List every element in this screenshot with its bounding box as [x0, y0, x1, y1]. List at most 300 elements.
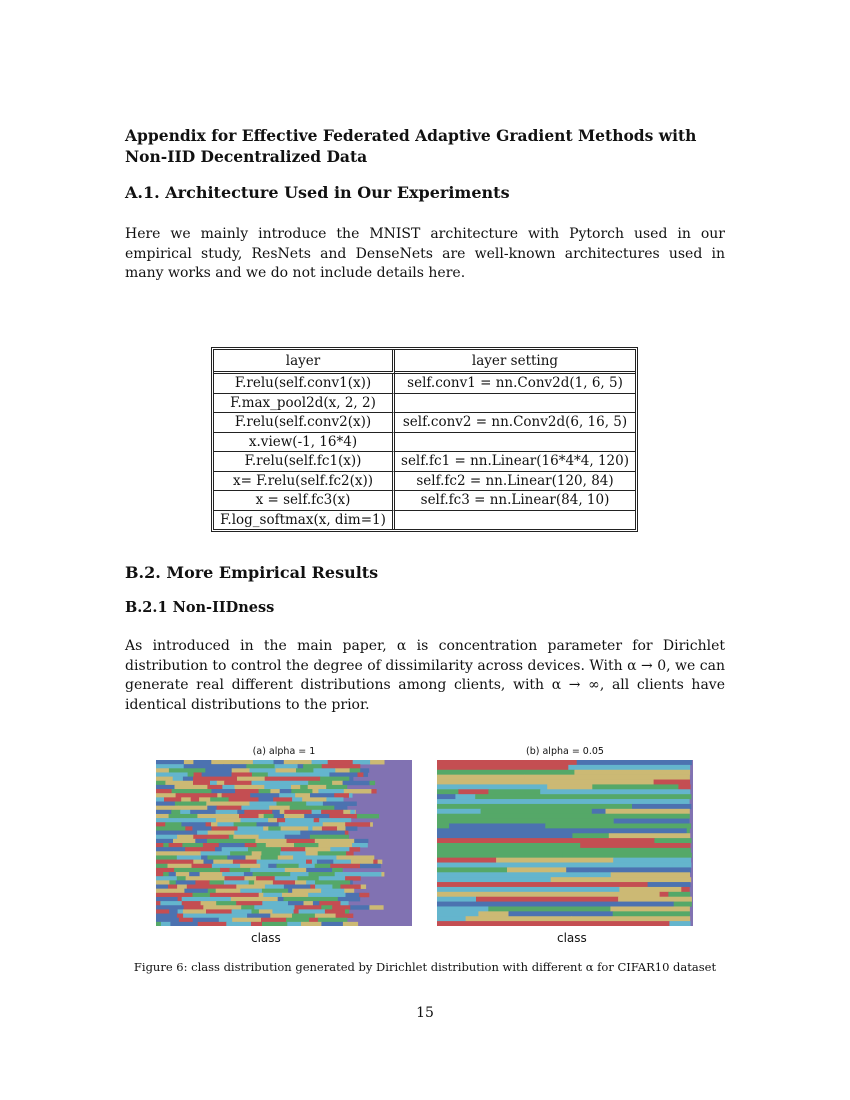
class-segment — [317, 860, 334, 864]
class-segment — [294, 909, 300, 913]
class-segment — [332, 905, 351, 909]
class-segment — [222, 785, 235, 789]
class-segment — [203, 843, 219, 847]
class-segment — [259, 893, 264, 897]
table-cell-setting: self.fc1 = nn.Linear(16*4*4, 120) — [395, 451, 635, 471]
class-segment — [455, 794, 475, 799]
class-segment — [437, 765, 569, 770]
class-segment — [437, 916, 466, 921]
class-segment — [295, 905, 322, 909]
class-segment — [156, 835, 178, 839]
class-segment — [260, 864, 269, 868]
class-segment — [350, 810, 355, 814]
class-segment — [262, 868, 285, 872]
class-segment — [156, 793, 176, 797]
class-segment — [236, 885, 243, 889]
class-segment — [279, 793, 295, 797]
class-segment — [320, 777, 350, 781]
class-segment — [370, 822, 373, 826]
class-segment — [176, 793, 204, 797]
class-segment — [156, 897, 178, 901]
class-segment — [320, 855, 337, 859]
class-segment — [220, 868, 230, 872]
class-segment — [328, 839, 355, 843]
class-segment — [175, 802, 190, 806]
class-segment — [681, 887, 689, 892]
class-segment — [305, 839, 315, 843]
class-segment — [197, 768, 206, 772]
class-segment — [437, 799, 690, 804]
class-segment — [280, 810, 285, 814]
class-segment — [246, 855, 262, 859]
class-segment — [437, 911, 479, 916]
class-segment — [268, 826, 281, 830]
class-segment — [176, 880, 183, 884]
section-b2-heading: B.2. More Empirical Results — [125, 563, 379, 582]
class-segment — [198, 922, 227, 926]
class-segment — [156, 905, 184, 909]
class-segment — [189, 822, 206, 826]
class-segment — [538, 814, 690, 819]
class-segment — [566, 867, 691, 872]
class-segment — [319, 901, 341, 905]
class-segment — [349, 847, 360, 851]
class-segment — [257, 822, 280, 826]
class-segment — [190, 810, 216, 814]
class-segment — [437, 823, 450, 828]
class-segment — [193, 789, 212, 793]
class-segment — [507, 867, 567, 872]
class-segment — [296, 768, 314, 772]
class-segment — [321, 922, 343, 926]
document-title: Appendix for Effective Federated Adaptive Gradient Methods with Non-IID Decentralized Data — [125, 126, 697, 166]
class-segment — [437, 828, 475, 833]
figure-caption: Figure 6: class distribution generated by Dirichlet distribution with different α for CIFAR10 dataset — [133, 960, 717, 974]
class-segment — [326, 797, 342, 801]
class-segment — [282, 893, 309, 897]
class-segment — [169, 843, 183, 847]
class-segment — [216, 810, 238, 814]
class-segment — [277, 864, 300, 868]
class-segment — [437, 770, 575, 775]
class-segment — [258, 793, 280, 797]
class-segment — [345, 822, 370, 826]
class-segment — [156, 768, 169, 772]
class-segment — [562, 853, 692, 858]
section-a1-heading: A.1. Architecture Used in Our Experiments — [125, 183, 510, 202]
class-segment — [156, 876, 177, 880]
class-segment — [156, 760, 184, 764]
class-segment — [170, 922, 177, 926]
class-segment — [232, 768, 250, 772]
class-segment — [167, 860, 193, 864]
class-segment — [437, 784, 548, 789]
class-segment — [437, 838, 655, 843]
class-segment — [252, 772, 268, 776]
class-segment — [318, 918, 328, 922]
class-segment — [363, 772, 368, 776]
table-cell-setting — [395, 432, 635, 452]
class-segment — [293, 855, 321, 859]
class-segment — [277, 818, 286, 822]
class-segment — [437, 877, 551, 882]
class-segment — [207, 785, 223, 789]
class-segment — [174, 893, 193, 897]
table-header-layer: layer — [214, 350, 395, 374]
class-segment — [274, 760, 285, 764]
class-segment — [252, 851, 262, 855]
class-segment — [299, 864, 316, 868]
class-segment — [201, 901, 217, 905]
class-segment — [222, 847, 249, 851]
class-segment — [193, 860, 204, 864]
class-segment — [318, 789, 344, 793]
class-segment — [361, 885, 366, 889]
class-segment — [508, 863, 673, 868]
class-segment — [312, 810, 322, 814]
class-segment — [437, 882, 648, 887]
class-segment — [355, 810, 356, 814]
class-segment — [306, 868, 332, 872]
class-segment — [466, 916, 572, 921]
class-segment — [231, 897, 260, 901]
class-segment — [177, 835, 194, 839]
class-segment — [262, 889, 289, 893]
class-segment — [250, 793, 258, 797]
class-segment — [156, 843, 164, 847]
class-segment — [185, 826, 193, 830]
class-segment — [156, 855, 172, 859]
class-segment — [606, 809, 690, 814]
class-segment — [346, 851, 354, 855]
class-segment — [229, 835, 234, 839]
class-segment — [238, 826, 264, 830]
class-segment — [169, 872, 177, 876]
class-segment — [189, 872, 200, 876]
class-segment — [256, 876, 275, 880]
class-segment — [654, 838, 691, 843]
class-segment — [437, 775, 525, 780]
class-segment — [275, 876, 294, 880]
class-segment — [250, 868, 258, 872]
class-segment — [259, 789, 271, 793]
class-segment — [351, 860, 374, 864]
class-segment — [253, 760, 274, 764]
class-segment — [284, 760, 307, 764]
class-segment — [227, 855, 240, 859]
class-segment — [232, 826, 238, 830]
class-segment — [180, 810, 191, 814]
class-segment — [437, 892, 660, 897]
class-segment — [246, 764, 275, 768]
class-segment — [321, 810, 344, 814]
class-segment — [315, 864, 331, 868]
class-segment — [230, 851, 252, 855]
panel-a-label: (a) alpha = 1 — [252, 746, 316, 757]
class-segment — [275, 843, 295, 847]
table-row — [214, 412, 635, 432]
class-segment — [313, 826, 323, 830]
class-segment — [253, 872, 272, 876]
class-segment — [163, 872, 169, 876]
class-segment — [229, 802, 250, 806]
class-segment — [233, 835, 259, 839]
class-segment — [481, 809, 593, 814]
class-segment — [156, 868, 175, 872]
class-segment — [309, 918, 318, 922]
class-segment — [437, 833, 573, 838]
class-segment — [336, 855, 366, 859]
table-cell-layer: F.relu(self.fc1(x)) — [214, 451, 395, 471]
class-segment — [654, 780, 691, 785]
class-segment — [317, 897, 338, 901]
class-segment — [281, 847, 306, 851]
class-segment — [219, 835, 230, 839]
class-segment — [354, 839, 368, 843]
class-segment — [619, 887, 681, 892]
class-segment — [165, 822, 182, 826]
class-segment — [258, 868, 263, 872]
class-segment — [322, 831, 345, 835]
class-segment — [660, 892, 669, 897]
class-segment — [305, 847, 331, 851]
class-segment — [672, 863, 691, 868]
class-segment — [292, 914, 315, 918]
class-segment — [254, 905, 269, 909]
class-segment — [287, 839, 306, 843]
class-segment — [181, 822, 189, 826]
class-segment — [181, 772, 188, 776]
class-segment — [187, 885, 209, 889]
class-segment — [237, 777, 265, 781]
class-segment — [220, 777, 237, 781]
class-segment — [318, 843, 345, 847]
class-segment — [251, 831, 277, 835]
class-segment — [274, 814, 285, 818]
class-segment — [234, 831, 252, 835]
class-segment — [156, 901, 161, 905]
class-segment — [309, 872, 336, 876]
class-segment — [156, 818, 178, 822]
class-segment — [207, 855, 228, 859]
class-segment — [156, 918, 179, 922]
class-segment — [217, 793, 222, 797]
class-segment — [342, 797, 344, 801]
class-segment — [668, 892, 690, 897]
class-segment — [171, 781, 194, 785]
class-segment — [437, 853, 563, 858]
class-segment — [208, 831, 235, 835]
class-segment — [201, 818, 217, 822]
class-segment — [259, 797, 274, 801]
class-segment — [345, 831, 349, 835]
class-segment — [199, 797, 211, 801]
class-segment — [204, 897, 232, 901]
class-segment — [178, 897, 183, 901]
class-segment — [217, 822, 234, 826]
class-segment — [210, 781, 217, 785]
class-segment — [352, 802, 357, 806]
class-segment — [334, 806, 347, 810]
class-segment — [156, 777, 173, 781]
class-segment — [186, 876, 202, 880]
class-segment — [156, 797, 165, 801]
class-segment — [193, 918, 220, 922]
class-segment — [310, 885, 315, 889]
class-segment — [156, 781, 166, 785]
class-segment — [343, 835, 349, 839]
class-segment — [674, 902, 692, 907]
class-segment — [204, 860, 214, 864]
class-segment — [156, 814, 169, 818]
class-segment — [306, 760, 312, 764]
class-segment — [568, 765, 690, 770]
class-segment — [201, 851, 231, 855]
class-segment — [648, 882, 691, 887]
section-b21-heading: B.2.1 Non-IIDness — [125, 599, 275, 616]
class-segment — [268, 818, 277, 822]
class-segment — [247, 914, 271, 918]
class-segment — [244, 876, 256, 880]
class-segment — [678, 784, 690, 789]
class-segment — [156, 914, 177, 918]
class-segment — [295, 793, 311, 797]
class-segment — [304, 814, 330, 818]
class-segment — [381, 872, 384, 876]
class-segment — [632, 804, 691, 809]
class-segment — [332, 781, 343, 785]
figure-panel-b — [437, 746, 693, 945]
class-segment — [329, 772, 353, 776]
class-segment — [177, 922, 198, 926]
class-segment — [313, 768, 335, 772]
class-segment — [217, 806, 242, 810]
class-segment — [337, 826, 346, 830]
class-segment — [212, 826, 233, 830]
class-segment — [261, 851, 280, 855]
class-segment — [183, 909, 207, 913]
class-segment — [183, 914, 199, 918]
class-segment — [185, 847, 215, 851]
class-segment — [332, 885, 341, 889]
class-segment — [236, 901, 263, 905]
class-segment — [193, 760, 211, 764]
class-segment — [235, 785, 265, 789]
class-segment — [210, 880, 225, 884]
class-segment — [255, 918, 262, 922]
class-segment — [225, 876, 245, 880]
class-segment — [315, 880, 343, 884]
class-segment — [478, 911, 509, 916]
class-segment — [208, 885, 237, 889]
class-segment — [269, 905, 295, 909]
class-segment — [335, 768, 350, 772]
class-segment — [323, 802, 353, 806]
class-segment — [216, 818, 241, 822]
class-segment — [350, 768, 361, 772]
class-segment — [243, 885, 265, 889]
class-segment — [252, 909, 260, 913]
class-segment — [235, 760, 254, 764]
class-segment — [249, 880, 255, 884]
class-segment — [312, 760, 329, 764]
class-segment — [609, 833, 691, 838]
class-segment — [201, 855, 208, 859]
class-segment — [232, 909, 252, 913]
class-segment — [174, 868, 191, 872]
class-segment — [193, 835, 219, 839]
class-segment — [161, 922, 171, 926]
class-segment — [496, 858, 614, 863]
class-segment — [360, 864, 381, 868]
class-segment — [284, 897, 301, 901]
class-segment — [301, 922, 322, 926]
section-b21-paragraph: As introduced in the main paper, α is concentration parameter for Dirichlet distribution to control the degree of dissimilarity across devices. With α → 0, we can generate real different distributions among clients, with α → ∞, all clients have identical distributions to the prior. — [125, 638, 725, 713]
class-segment — [314, 818, 320, 822]
class-segment — [156, 889, 185, 893]
class-segment — [244, 872, 253, 876]
class-segment — [614, 819, 690, 824]
class-segment — [176, 872, 190, 876]
class-segment — [509, 911, 614, 916]
class-segment — [321, 889, 345, 893]
class-segment — [156, 872, 164, 876]
class-segment — [474, 828, 687, 833]
table-cell-layer: F.relu(self.conv1(x)) — [214, 374, 395, 393]
class-segment — [195, 880, 210, 884]
class-segment — [337, 764, 361, 768]
class-segment — [188, 772, 195, 776]
class-segment — [299, 909, 326, 913]
class-segment — [257, 860, 283, 864]
class-segment — [198, 914, 220, 918]
class-segment — [592, 784, 679, 789]
class-segment — [437, 887, 620, 892]
class-segment — [156, 909, 170, 913]
class-segment — [358, 772, 365, 776]
class-segment — [294, 843, 319, 847]
class-segment — [172, 855, 178, 859]
class-segment — [308, 785, 327, 789]
class-segment — [437, 789, 459, 794]
class-segment — [230, 868, 251, 872]
class-segment — [261, 918, 287, 922]
class-segment — [458, 789, 489, 794]
class-segment — [156, 851, 174, 855]
table-cell-setting — [395, 510, 635, 530]
class-segment — [338, 897, 360, 901]
class-segment — [437, 848, 678, 853]
class-segment — [184, 818, 202, 822]
class-segment — [156, 810, 172, 814]
class-segment — [156, 880, 170, 884]
class-segment — [285, 868, 307, 872]
class-segment — [437, 867, 508, 872]
class-segment — [226, 922, 237, 926]
class-segment — [276, 768, 297, 772]
class-segment — [613, 858, 691, 863]
class-segment — [195, 839, 207, 843]
class-segment — [272, 909, 294, 913]
class-segment — [272, 810, 280, 814]
class-segment — [300, 785, 308, 789]
class-segment — [215, 847, 222, 851]
class-segment — [618, 897, 692, 902]
class-segment — [192, 864, 213, 868]
class-segment — [191, 868, 196, 872]
class-segment — [232, 772, 253, 776]
class-segment — [237, 810, 245, 814]
